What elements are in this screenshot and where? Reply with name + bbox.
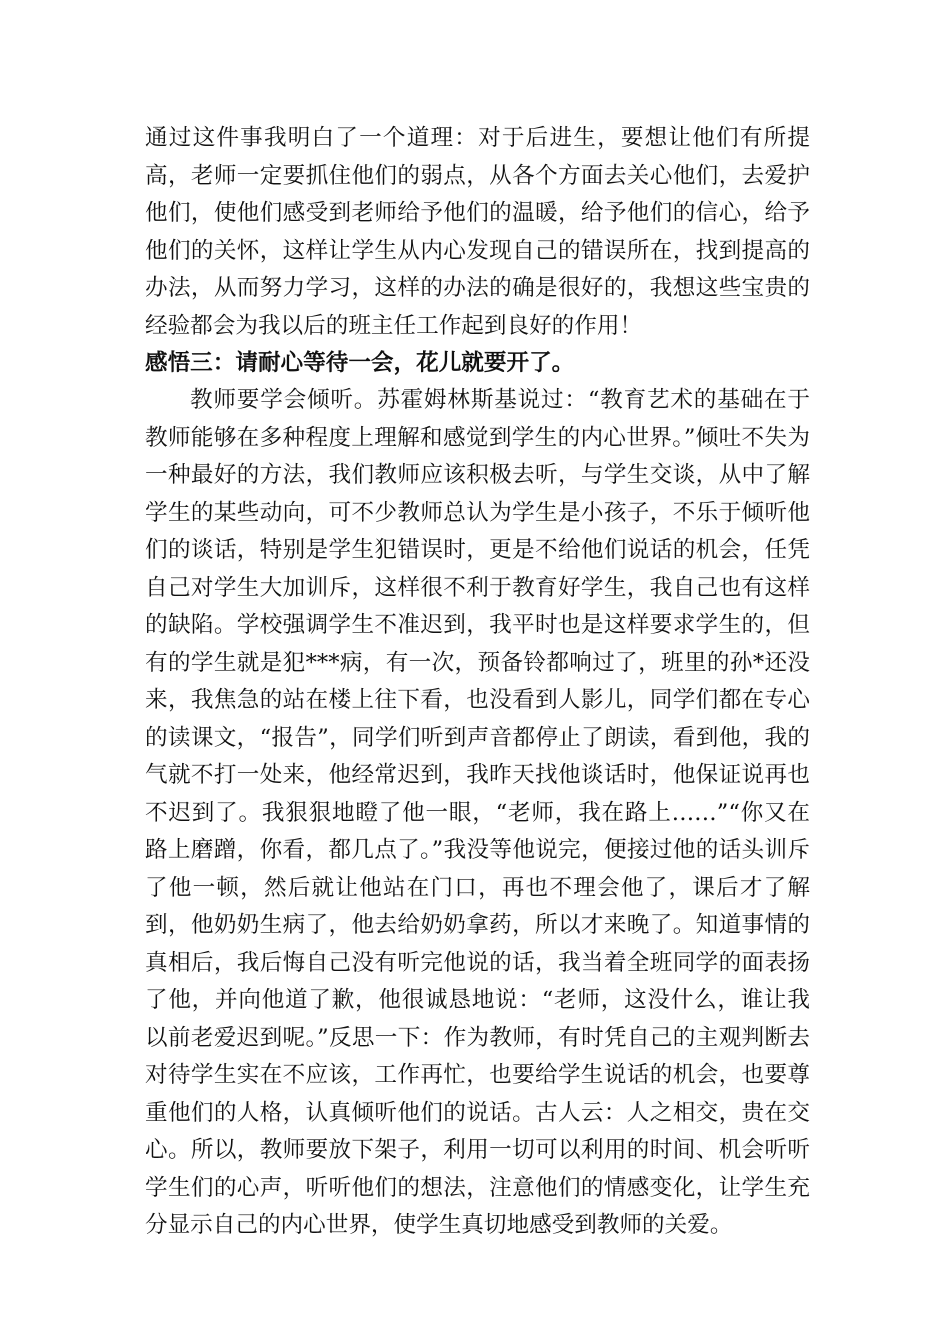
section-heading: 感悟三：请耐心等待一会，花儿就要开了。 [145, 350, 575, 376]
body-paragraph-2: 教师要学会倾听。苏霍姆林斯基说过：“教育艺术的基础在于教师能够在多种程度上理解和感觉到学生的内心世界。”倾吐不失为一种最好的方法，我们教师应该积极去听，与学生交谈，从中了解学生的某些动向，可不少教师总认为学生是小孩子，不乐于倾听他们的谈话，特别是学生犯错误时，更是不给他们说话的机会，任凭自己对学生大加训斥，这样很不利于教育好学生，我自己也有这样的缺陷。学校强调学生不准迟到，我平时也是这样要求学生的，但有的学生就是犯***病，有一次，预备铃都响过了，班里的孙*还没来，我焦急的站在楼上往下看，也没看到人影儿，同学们都在专心的读课文，“报告”，同学们听到声音都停止了朗读，看到他，我的气就不打一处来，他经常迟到，我昨天找他谈话时，他保证说再也不迟到了。我狠狠地瞪了他一眼，“老师，我在路上……”“你又在路上磨蹭，你看，都几点了。”我没等他说完，便接过他的话头训斥了他一顿，然后就让他站在门口，再也不理会他了，课后才了解到，他奶奶生病了，他去给奶奶拿药，所以才来晚了。知道事情的真相后，我后悔自己没有听完他说的话，我当着全班同学的面表扬了他，并向他道了歉，他很诚恳地说：“老师，这没什么，谁让我以前老爱迟到呢。”反思一下：作为教师，有时凭自己的主观判断去对待学生实在不应该，工作再忙，也要给学生说话的机会，也要尊重他们的人格，认真倾听他们的说话。古人云：人之相交，贵在交心。所以，教师要放下架子，利用一切可以利用的时间、机会听听学生们的心声，听听他们的想法，注意他们的情感变化，让学生充分显示自己的内心世界，使学生真切地感受到教师的关爱。 [145, 387, 810, 1238]
body-paragraph-1: 通过这件事我明白了一个道理：对于后进生，要想让他们有所提高，老师一定要抓住他们的弱点，从各个方面去关心他们，去爱护他们，使他们感受到老师给予他们的温暖，给予他们的信心，给予他们的关怀，这样让学生从内心发现自己的错误所在，找到提高的办法，从而努力学习，这样的办法的确是很好的，我想这些宝贵的经验都会为我以后的班主任工作起到良好的作用！ [145, 125, 810, 339]
